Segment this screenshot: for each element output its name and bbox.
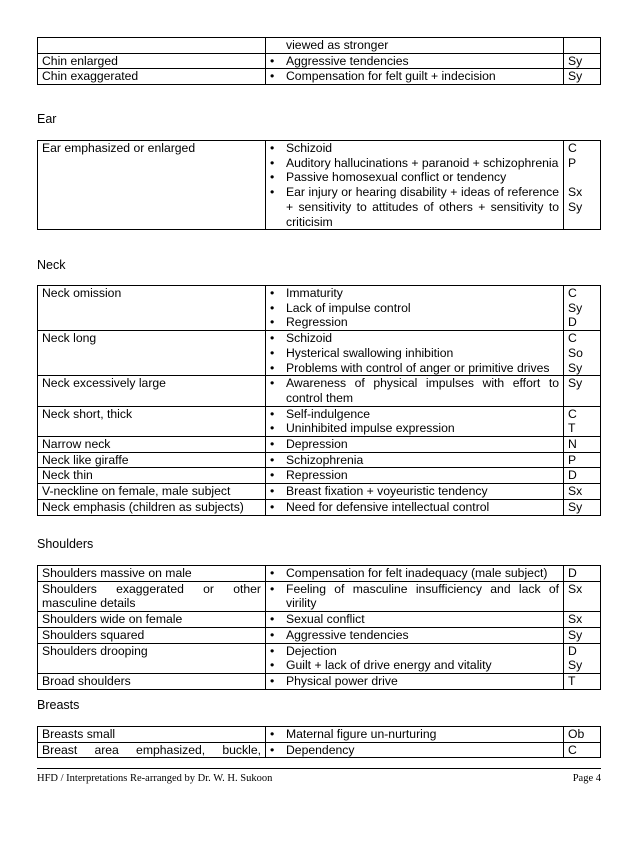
interpretation-cell xyxy=(266,452,564,468)
code-cell xyxy=(564,38,601,54)
code-cell xyxy=(564,484,601,500)
bullet-icon: • xyxy=(270,406,275,421)
code-cell xyxy=(564,643,601,673)
bullet-icon: • xyxy=(270,452,275,467)
interpretation-text: Compensation for felt guilt + indecision xyxy=(286,69,496,84)
bullet-icon: • xyxy=(270,673,275,688)
code-text: Sx xyxy=(568,581,583,596)
interpretation-text: Physical power drive xyxy=(286,673,398,688)
bullet-icon: • xyxy=(270,170,275,185)
table-row xyxy=(38,376,601,406)
code-text: Sy xyxy=(568,199,583,214)
feature-cell: Neck like giraffe xyxy=(38,452,266,468)
code-text: Sy xyxy=(568,53,583,68)
interpretation-text: Repression xyxy=(286,468,348,483)
bullet-icon: • xyxy=(270,376,275,391)
table-row xyxy=(38,53,601,69)
interpretation-text: Schizoid xyxy=(286,141,333,155)
interpretation-text: Passive homosexual conflict or tendency xyxy=(286,170,507,185)
code-text: C xyxy=(568,141,577,155)
code-cell xyxy=(564,331,601,376)
section-heading-shoulders: Shoulders xyxy=(37,537,94,551)
feature-cell: Shoulders wide on female xyxy=(38,612,266,628)
table-row xyxy=(38,286,601,331)
interpretation-text: viewed as stronger xyxy=(286,38,389,52)
interpretation-text: Aggressive tendencies xyxy=(286,53,409,68)
interpretation-cell xyxy=(266,643,564,673)
interpretation-cell xyxy=(266,727,564,743)
interpretation-cell xyxy=(266,673,564,689)
feature-cell: Shoulders drooping xyxy=(38,643,266,673)
feature-cell: Broad shoulders xyxy=(38,673,266,689)
interpretation-cell xyxy=(266,38,564,54)
code-cell xyxy=(564,742,601,758)
feature-cell: Breast area emphasized, buckle, xyxy=(38,742,266,758)
interpretation-text: Dejection xyxy=(286,643,337,658)
interpretation-text: Auditory hallucinations + paranoid + schizophrenia xyxy=(286,155,559,170)
interpretation-text: Guilt + lack of drive energy and vitality xyxy=(286,658,492,673)
interpretation-text: Schizoid xyxy=(286,331,333,346)
interpretation-cell xyxy=(266,566,564,582)
interpretation-text: Self-indulgence xyxy=(286,406,371,421)
feature-cell: Neck thin xyxy=(38,468,266,484)
bullet-icon: • xyxy=(270,69,275,84)
feature-cell: Chin exaggerated xyxy=(38,69,266,85)
table-row xyxy=(38,581,601,611)
code-cell xyxy=(564,286,601,331)
feature-cell: Shoulders exaggerated or other masculine details xyxy=(38,581,266,611)
interpretation-text: Ear injury or hearing disability + ideas of reference + sensitivity to attitudes of others + sensitivity to criticisim xyxy=(286,185,559,229)
table-row xyxy=(38,499,601,515)
code-text: C xyxy=(568,742,577,757)
code-cell xyxy=(564,69,601,85)
feature-cell: Chin enlarged xyxy=(38,53,266,69)
code-cell xyxy=(564,406,601,436)
code-text: Sx xyxy=(568,484,583,499)
code-text: So xyxy=(568,345,583,360)
page-footer xyxy=(37,768,601,784)
code-cell xyxy=(564,499,601,515)
code-text: D xyxy=(568,643,577,658)
table-row xyxy=(38,673,601,689)
section-heading-breasts: Breasts xyxy=(37,698,80,712)
code-text: T xyxy=(568,673,576,688)
interpretation-cell xyxy=(266,286,564,331)
code-text: C xyxy=(568,331,577,346)
code-cell xyxy=(564,727,601,743)
code-cell xyxy=(564,468,601,484)
feature-cell: Narrow neck xyxy=(38,437,266,453)
feature-cell: Neck omission xyxy=(38,286,266,331)
table-row xyxy=(38,38,601,54)
table-row xyxy=(38,406,601,436)
bullet-icon: • xyxy=(270,643,275,658)
table-shoulders xyxy=(37,565,601,690)
interpretation-cell xyxy=(266,499,564,515)
bullet-icon: • xyxy=(270,499,275,514)
bullet-icon: • xyxy=(270,421,275,436)
code-cell xyxy=(564,627,601,643)
table-row xyxy=(38,452,601,468)
interpretation-text: Feeling of masculine insufficiency and lack of virility xyxy=(286,581,559,611)
feature-cell: V-neckline on female, male subject xyxy=(38,484,266,500)
interpretation-text: Aggressive tendencies xyxy=(286,627,409,642)
feature-cell: Neck long xyxy=(38,331,266,376)
bullet-icon: • xyxy=(270,331,275,346)
code-text: Sx xyxy=(568,185,583,200)
interpretation-text: Awareness of physical impulses with effort to control them xyxy=(286,376,559,405)
code-text: Sy xyxy=(568,300,583,315)
code-text: Sy xyxy=(568,69,583,84)
interpretation-cell xyxy=(266,468,564,484)
interpretation-cell xyxy=(266,437,564,453)
interpretation-text: Problems with control of anger or primitive drives xyxy=(286,360,550,375)
code-text: C xyxy=(568,406,577,421)
table-neck xyxy=(37,285,601,516)
feature-cell xyxy=(38,38,266,54)
code-text: D xyxy=(568,315,577,330)
interpretation-text: Breast fixation + voyeuristic tendency xyxy=(286,484,488,499)
interpretation-cell xyxy=(266,331,564,376)
table-row xyxy=(38,643,601,673)
code-cell xyxy=(564,612,601,628)
interpretation-cell xyxy=(266,406,564,436)
interpretation-cell xyxy=(266,69,564,85)
interpretation-text: Regression xyxy=(286,315,348,330)
code-text: Sy xyxy=(568,627,583,642)
table-breasts xyxy=(37,726,601,758)
code-text: C xyxy=(568,286,577,300)
bullet-icon: • xyxy=(270,742,275,757)
interpretation-cell xyxy=(266,612,564,628)
feature-cell: Breasts small xyxy=(38,727,266,743)
bullet-icon: • xyxy=(270,484,275,499)
interpretation-cell xyxy=(266,627,564,643)
page-number: Page 4 xyxy=(572,773,601,784)
bullet-icon: • xyxy=(270,658,275,673)
code-cell xyxy=(564,53,601,69)
code-text: T xyxy=(568,421,576,436)
interpretation-text: Lack of impulse control xyxy=(286,300,411,315)
bullet-icon: • xyxy=(270,566,275,580)
section-heading-ear: Ear xyxy=(37,112,57,126)
code-cell xyxy=(564,141,601,230)
code-text: Sy xyxy=(568,376,583,391)
bullet-icon: • xyxy=(270,437,275,452)
code-cell xyxy=(564,673,601,689)
table-row xyxy=(38,437,601,453)
code-cell xyxy=(564,452,601,468)
interpretation-text: Compensation for felt inadequacy (male subject) xyxy=(286,566,548,580)
interpretation-cell xyxy=(266,53,564,69)
code-text: N xyxy=(568,437,577,452)
code-cell xyxy=(564,566,601,582)
bullet-icon: • xyxy=(270,300,275,315)
bullet-icon: • xyxy=(270,727,275,741)
bullet-icon: • xyxy=(270,468,275,483)
section-heading-neck: Neck xyxy=(37,258,66,272)
bullet-icon: • xyxy=(270,155,275,170)
code-text: Sy xyxy=(568,499,583,514)
code-cell xyxy=(564,376,601,406)
code-text xyxy=(568,170,596,185)
code-text: Sx xyxy=(568,612,583,627)
footer-credit: HFD / Interpretations Re-arranged by Dr. W. H. Sukoon xyxy=(37,773,273,784)
table-row xyxy=(38,468,601,484)
table-row xyxy=(38,484,601,500)
bullet-icon: • xyxy=(270,286,275,300)
interpretation-text: Schizophrenia xyxy=(286,452,364,467)
bullet-icon: • xyxy=(270,627,275,642)
code-text: D xyxy=(568,566,577,580)
code-text: D xyxy=(568,468,577,483)
feature-cell: Neck short, thick xyxy=(38,406,266,436)
interpretation-text: Need for defensive intellectual control xyxy=(286,499,490,514)
feature-cell: Ear emphasized or enlarged xyxy=(38,141,266,230)
interpretation-text: Uninhibited impulse expression xyxy=(286,421,455,436)
table-ear xyxy=(37,140,601,230)
interpretation-text: Immaturity xyxy=(286,286,343,300)
bullet-icon: • xyxy=(270,360,275,375)
interpretation-cell xyxy=(266,376,564,406)
interpretation-text: Hysterical swallowing inhibition xyxy=(286,345,454,360)
interpretation-text: Dependency xyxy=(286,742,355,757)
interpretation-cell xyxy=(266,581,564,611)
code-text: Sy xyxy=(568,360,583,375)
table-chin xyxy=(37,37,601,85)
table-row xyxy=(38,69,601,85)
table-row xyxy=(38,727,601,743)
interpretation-text: Depression xyxy=(286,437,348,452)
bullet-icon: • xyxy=(270,315,275,330)
interpretation-text: Maternal figure un-nurturing xyxy=(286,727,437,741)
feature-cell: Shoulders squared xyxy=(38,627,266,643)
table-row xyxy=(38,141,601,230)
bullet-icon: • xyxy=(270,581,275,596)
interpretation-cell xyxy=(266,742,564,758)
code-text: P xyxy=(568,155,577,170)
interpretation-cell xyxy=(266,141,564,230)
code-text: Ob xyxy=(568,727,585,741)
bullet-icon: • xyxy=(270,612,275,627)
bullet-icon: • xyxy=(270,53,275,68)
code-cell xyxy=(564,437,601,453)
code-text: P xyxy=(568,452,577,467)
table-row xyxy=(38,627,601,643)
code-cell xyxy=(564,581,601,611)
table-row xyxy=(38,331,601,376)
code-text: Sy xyxy=(568,658,583,673)
table-row xyxy=(38,566,601,582)
bullet-icon: • xyxy=(270,141,275,155)
feature-cell: Neck excessively large xyxy=(38,376,266,406)
interpretation-text: Sexual conflict xyxy=(286,612,365,627)
feature-cell: Neck emphasis (children as subjects) xyxy=(38,499,266,515)
table-row xyxy=(38,742,601,758)
interpretation-cell xyxy=(266,484,564,500)
bullet-icon: • xyxy=(270,185,275,200)
feature-cell: Shoulders massive on male xyxy=(38,566,266,582)
table-row xyxy=(38,612,601,628)
bullet-icon: • xyxy=(270,345,275,360)
